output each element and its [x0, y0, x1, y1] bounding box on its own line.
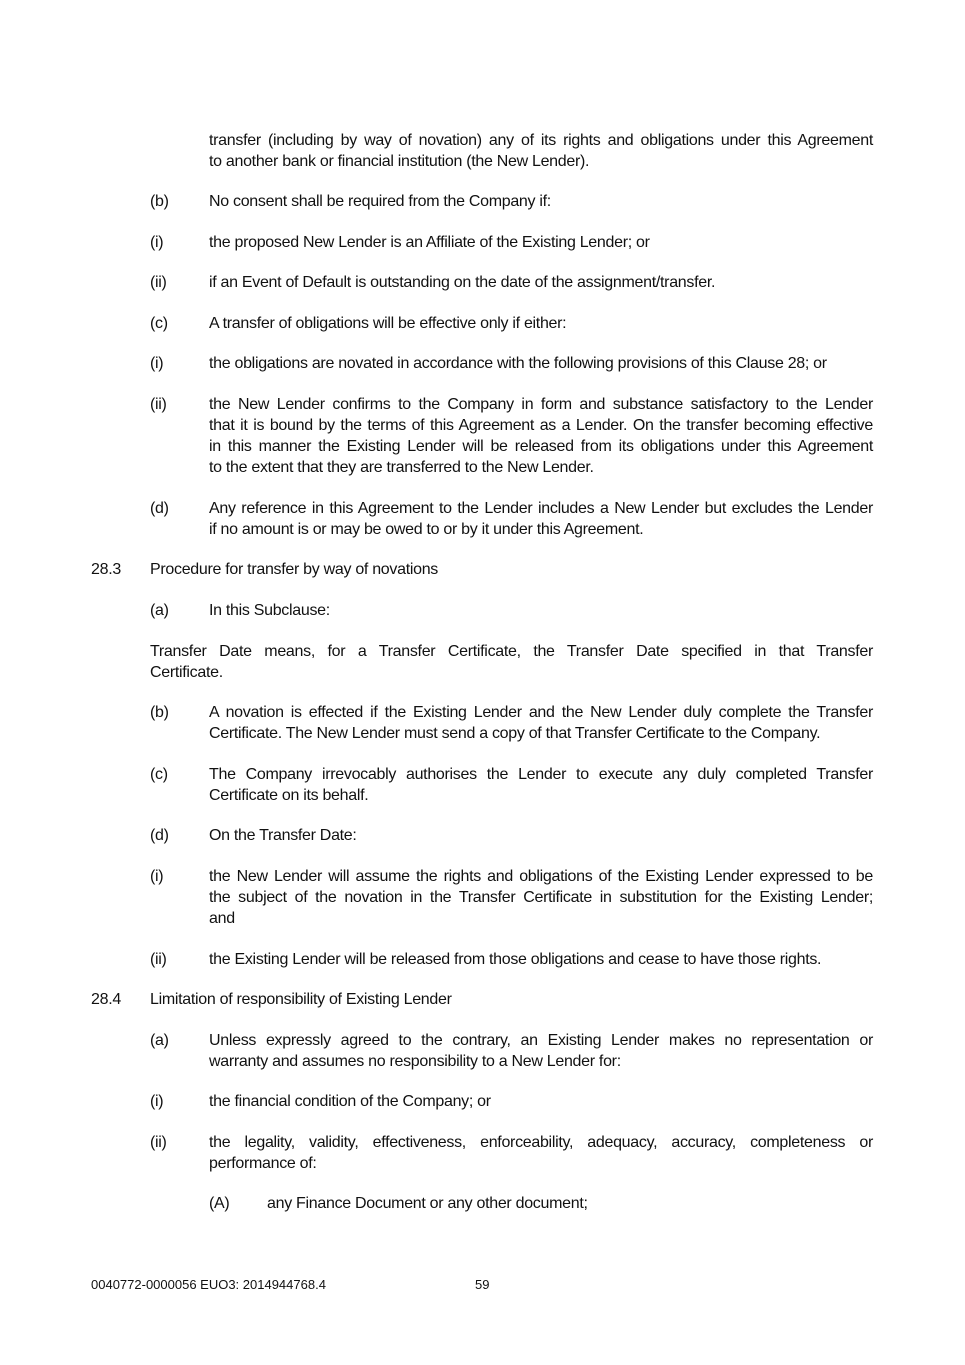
paragraph-line: performance of: [209, 1155, 317, 1172]
paragraph-line: if no amount is or may be owed to or by it under this Agreement. [209, 521, 644, 538]
clause-number: (ii) [150, 274, 167, 291]
paragraph-line: and [209, 910, 235, 927]
paragraph-line: Certificate. The New Lender must send a copy of that Transfer Certificate to the Company. [209, 725, 821, 742]
paragraph-line: the financial condition of the Company; or [209, 1093, 491, 1110]
clause-number: (i) [150, 868, 164, 885]
paragraph-line: Certificate on its behalf. [209, 787, 369, 804]
clause-number: (ii) [150, 1134, 167, 1151]
paragraph-line: in this manner the Existing Lender will be released from its obligations under this Agreement [209, 438, 873, 455]
clause-number: (b) [150, 193, 169, 210]
paragraph-line: to another bank or financial institution (the New Lender). [209, 153, 590, 170]
paragraph-line: the legality, validity, effectiveness, enforceability, adequacy, accuracy, completeness or [209, 1134, 873, 1151]
clause-number: (d) [150, 500, 169, 517]
paragraph-line: transfer (including by way of novation) any of its rights and obligations under this Agreement [209, 132, 873, 149]
paragraph-line: Any reference in this Agreement to the Lender includes a New Lender but excludes the Lender [209, 500, 873, 517]
clause-number: 28.3 [91, 561, 121, 578]
heading-text: Procedure for transfer by way of novations [150, 561, 438, 578]
paragraph-line: A transfer of obligations will be effective only if either: [209, 315, 567, 332]
paragraph-line: the proposed New Lender is an Affiliate of the Existing Lender; or [209, 234, 650, 251]
heading-text: Limitation of responsibility of Existing Lender [150, 991, 452, 1008]
clause-number: (c) [150, 766, 168, 783]
paragraph-line: Certificate. [150, 664, 223, 681]
paragraph-line: that it is bound by the terms of this Agreement as a Lender. On the transfer becoming effective [209, 417, 873, 434]
paragraph-line: Transfer Date means, for a Transfer Certificate, the Transfer Date specified in that Transfer [150, 643, 873, 660]
clause-number: (a) [150, 602, 169, 619]
paragraph-line: the subject of the novation in the Transfer Certificate in substitution for the Existing Lender; [209, 889, 873, 906]
paragraph-line: the obligations are novated in accordance with the following provisions of this Clause 28; or [209, 355, 827, 372]
clause-number: 28.4 [91, 991, 121, 1008]
paragraph-line: if an Event of Default is outstanding on the date of the assignment/transfer. [209, 274, 716, 291]
clause-number: (c) [150, 315, 168, 332]
clause-number: (i) [150, 234, 164, 251]
clause-number: (A) [209, 1195, 230, 1212]
paragraph-line: the Existing Lender will be released from those obligations and cease to have those rights. [209, 951, 822, 968]
paragraph-line: the New Lender confirms to the Company in form and substance satisfactory to the Lender [209, 396, 873, 413]
footer-page-number: 59 [475, 1277, 490, 1292]
clause-number: (a) [150, 1032, 169, 1049]
paragraph-line: to the extent that they are transferred to the New Lender. [209, 459, 594, 476]
paragraph-line: warranty and assumes no responsibility to a New Lender for: [209, 1053, 621, 1070]
paragraph-line: any Finance Document or any other document; [267, 1195, 588, 1212]
paragraph-line: No consent shall be required from the Company if: [209, 193, 551, 210]
paragraph-line: The Company irrevocably authorises the Lender to execute any duly completed Transfer [209, 766, 873, 783]
clause-number: (i) [150, 1093, 164, 1110]
clause-number: (d) [150, 827, 169, 844]
footer-document-reference: 0040772-0000056 EUO3: 2014944768.4 [91, 1277, 326, 1292]
paragraph-line: In this Subclause: [209, 602, 330, 619]
clause-number: (ii) [150, 951, 167, 968]
clause-number: (ii) [150, 396, 167, 413]
clause-number: (b) [150, 704, 169, 721]
paragraph-line: the New Lender will assume the rights and obligations of the Existing Lender expressed to be [209, 868, 873, 885]
paragraph-line: A novation is effected if the Existing Lender and the New Lender duly complete the Transfer [209, 704, 873, 721]
paragraph-line: On the Transfer Date: [209, 827, 357, 844]
paragraph-line: Unless expressly agreed to the contrary, an Existing Lender makes no representation or [209, 1032, 873, 1049]
clause-number: (i) [150, 355, 164, 372]
